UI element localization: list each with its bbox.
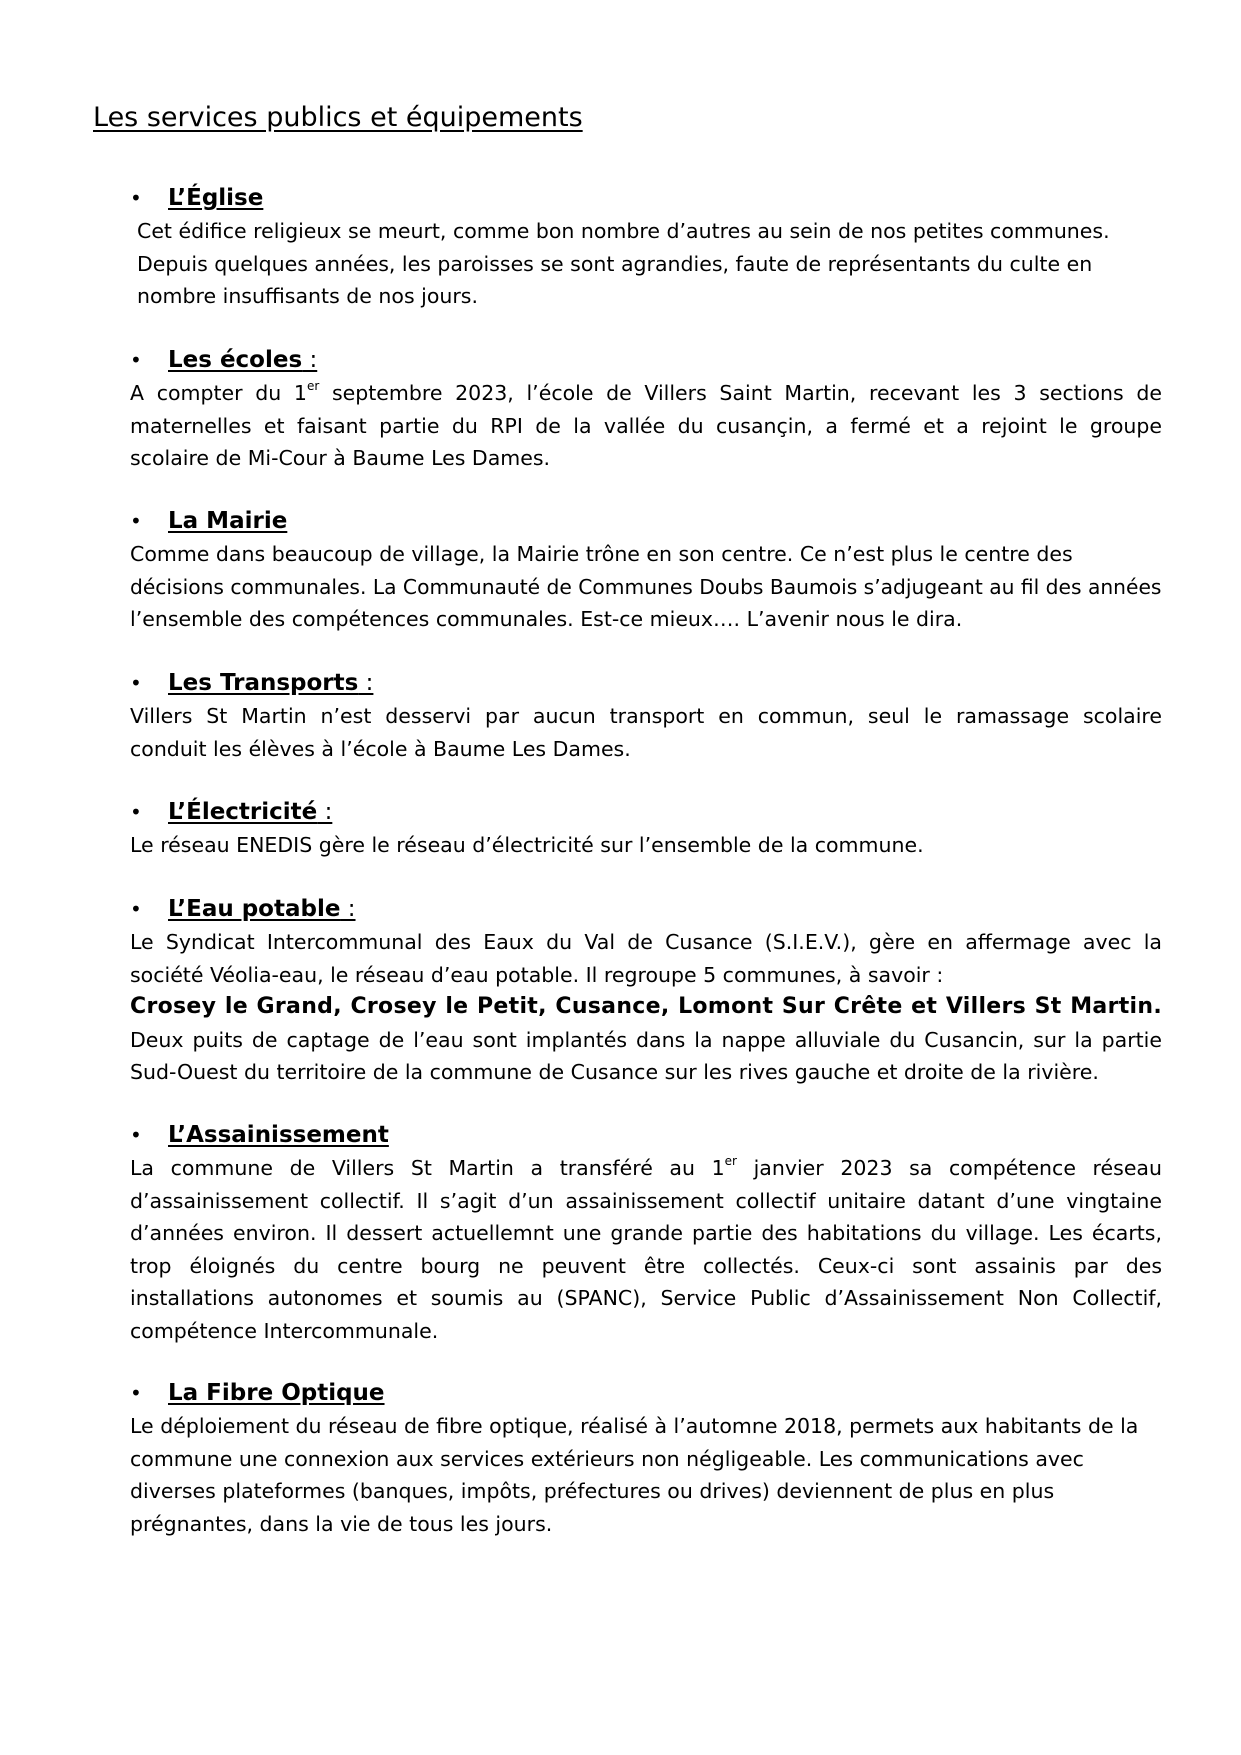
page-title: Les services publics et équipements [93, 102, 583, 133]
text-line: nombre insuffisants de nos jours. [137, 284, 479, 308]
heading-ecoles: Les écoles [168, 347, 303, 373]
heading-colon: : [302, 347, 318, 373]
heading-fibre: La Fibre Optique [168, 1380, 385, 1406]
section-heading [130, 181, 1162, 215]
paragraph-assainissement [130, 1152, 1162, 1347]
bullet-icon: • [130, 800, 142, 824]
paragraph-electricite [130, 829, 1162, 862]
heading-transports-wrap [168, 666, 373, 700]
text-line: commune une connexion aux services extérieurs non négligeable. Les communications avec [130, 1446, 1084, 1471]
text-line: Le déploiement du réseau de fibre optique, réalisé à l’automne 2018, permets aux habitants de la [130, 1414, 1139, 1438]
bullet-icon: • [130, 1123, 142, 1147]
text-line: conduit les élèves à l’école à Baume Les Dames. [130, 736, 631, 761]
section-electricite [130, 795, 1162, 862]
superscript: er [306, 379, 320, 394]
text-fragment: janvier 2023 sa compétence réseau [736, 1156, 1162, 1180]
text-line: société Véolia-eau, le réseau d’eau potable. Il regroupe 5 communes, à savoir : [130, 962, 944, 987]
text-line: compétence Intercommunale. [130, 1318, 439, 1343]
section-heading [130, 666, 1162, 700]
text-line: trop éloignés du centre bourg ne peuvent être collectés. Ceux-ci sont assainis par des [130, 1253, 1162, 1278]
text-line: décisions communales. La Communauté de Communes Doubs Baumois s’adjugeant au fil des années [130, 574, 1162, 599]
section-heading [130, 795, 1162, 829]
section-eglise [130, 181, 1162, 313]
text-line: scolaire de Mi-Cour à Baume Les Dames. [130, 446, 551, 470]
section-heading [130, 892, 1162, 926]
section-ecoles [130, 343, 1162, 475]
text-line: Sud-Ouest du territoire de la commune de Cusance sur les rives gauche et droite de la rivière. [130, 1060, 1099, 1084]
text-fragment: A compter du 1 [130, 381, 307, 405]
communes-list: Crosey le Grand, Crosey le Petit, Cusance, Lomont Sur Crête et Villers St Martin. [130, 994, 1162, 1019]
text-line: Le réseau ENEDIS gère le réseau d’électricité sur l’ensemble de la commune. [130, 833, 924, 857]
text-line: d’assainissement collectif. Il s’agit d’un assainissement collectif unitaire datant d’une vingtaine [130, 1188, 1162, 1213]
paragraph-eglise [130, 215, 1162, 313]
text-line: prégnantes, dans la vie de tous les jours. [130, 1511, 553, 1536]
text-line: Deux puits de captage de l’eau sont implantés dans la nappe alluviale du Cusancin, sur la partie [130, 1027, 1162, 1052]
section-fibre [130, 1376, 1162, 1540]
paragraph-mairie [130, 538, 1162, 636]
text-line: Villers St Martin n’est desservi par aucun transport en commun, seul le ramassage scolaire [130, 704, 1162, 728]
bullet-icon: • [130, 348, 142, 372]
heading-colon: : [340, 896, 356, 922]
paragraph-eau [130, 926, 1162, 1089]
text-fragment: La commune de Villers St Martin a transféré au 1 [130, 1156, 725, 1180]
heading-colon: : [317, 799, 333, 825]
text-line: d’années environ. Il dessert actuellemnt une grande partie des habitations du village. Les écarts, [130, 1221, 1162, 1245]
text-line: Depuis quelques années, les paroisses se sont agrandies, faute de représentants du culte en [137, 251, 1093, 276]
heading-transports: Les Transports [168, 670, 359, 696]
heading-assainissement: L’Assainissement [168, 1122, 389, 1148]
paragraph-transports [130, 700, 1162, 765]
heading-electricite-wrap [168, 795, 332, 829]
section-assainissement [130, 1118, 1162, 1347]
paragraph-ecoles [130, 377, 1162, 475]
heading-colon: : [358, 670, 374, 696]
text-line: Cet édifice religieux se meurt, comme bon nombre d’autres au sein de nos petites communes. [137, 219, 1110, 243]
paragraph-fibre [130, 1410, 1162, 1540]
section-heading [130, 1118, 1162, 1152]
text-fragment: septembre 2023, l’école de Villers Saint Martin, recevant les 3 sections de [319, 381, 1163, 405]
section-heading [130, 1376, 1162, 1410]
section-mairie [130, 504, 1162, 636]
heading-eau-wrap [168, 892, 356, 926]
bullet-icon: • [130, 509, 142, 533]
text-line: Le Syndicat Intercommunal des Eaux du Val de Cusance (S.I.E.V.), gère en affermage avec la [130, 930, 1162, 954]
heading-electricite: L’Électricité [168, 799, 318, 825]
text-line: diverses plateformes (banques, impôts, préfectures ou drives) deviennent de plus en plus [130, 1479, 1055, 1503]
text-line [130, 377, 1162, 410]
heading-eglise: L’Église [168, 185, 264, 211]
bullet-icon: • [130, 671, 142, 695]
section-heading [130, 504, 1162, 538]
heading-eau: L’Eau potable [168, 896, 341, 922]
section-transports [130, 666, 1162, 765]
section-heading [130, 343, 1162, 377]
section-eau [130, 892, 1162, 1089]
bullet-icon: • [130, 1381, 142, 1405]
text-line: maternelles et faisant partie du RPI de la vallée du cusançin, a fermé et a rejoint le groupe [130, 413, 1162, 438]
bullet-icon: • [130, 186, 142, 210]
heading-ecoles-wrap [168, 343, 317, 377]
text-line: Comme dans beaucoup de village, la Mairie trône en son centre. Ce n’est plus le centre des [130, 542, 1073, 566]
text-line [130, 1152, 1162, 1185]
heading-mairie: La Mairie [168, 508, 288, 534]
text-line: installations autonomes et soumis au (SPANC), Service Public d’Assainissement Non Collectif, [130, 1286, 1162, 1310]
text-line: l’ensemble des compétences communales. Est-ce mieux…. L’avenir nous le dira. [130, 607, 963, 631]
superscript: er [724, 1154, 737, 1169]
bullet-icon: • [130, 897, 142, 921]
